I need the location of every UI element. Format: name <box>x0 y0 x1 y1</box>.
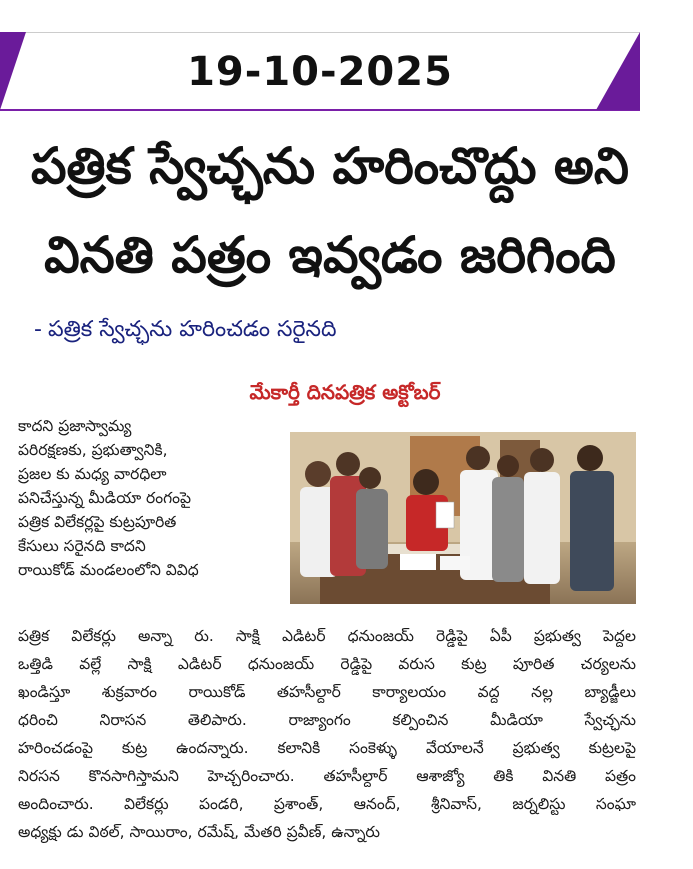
article-line: పనిచేస్తున్న మీడియా రంగంపై <box>18 489 192 507</box>
article-left-column <box>18 414 274 582</box>
article-line: ప్రజల కు మధ్య వారధిలా <box>18 465 167 483</box>
article-line: రాయికోడ్ మండలంలోని వివిధ <box>18 561 199 579</box>
subheadline-text: పత్రిక స్వేచ్ఛను హరించడం సరైనది <box>47 317 337 342</box>
article-line: ఒత్తిడి వల్లే సాక్షి ఎడిటర్ ధనుంజయ్ రెడ్డిపై వరుస కుట్ర పూరిత చర్యలను <box>18 655 636 673</box>
article-line: ధరించి నిరాసన తెలిపారు. రాజ్యాంగం కల్పించిన మీడియా స్వేచ్ఛను <box>18 711 636 729</box>
article-line: అందించారు. విలేకర్లు పండరి, ప్రశాంత్, ఆనంద్, శ్రీనివాస్, జర్నలిస్టు సంఘా <box>18 795 636 813</box>
group-photo-icon <box>290 432 636 604</box>
article-line: పరిరక్షణకు, ప్రభుత్వానికి, <box>18 441 168 459</box>
headline-line-1: పత్రిక స్వేచ్ఛను హరించొద్దు అని <box>30 137 630 195</box>
article-line: నిరసన కొనసాగిస్తామని హెచ్చరించారు. తహసీల్దార్ ఆశాజ్యో తికి వినతి పత్రం <box>18 767 636 785</box>
article-line: హరించడంపై కుట్ర ఉందన్నారు. కలానికి సంకెళ్ళు వేయాలనే ప్రభుత్వ కుట్రలపై <box>18 739 636 757</box>
article-line: ఖండిస్తూ శుక్రవారం రాయికోడ్ తహసీల్దార్ కార్యాలయం వద్ద నల్ల బ్యాడ్జీలు <box>18 683 636 701</box>
article-body <box>18 622 636 846</box>
byline: మేకార్తీ దినపత్రిక అక్టోబర్ <box>249 380 441 404</box>
article-line: అధ్యక్షు డు విఠల్, సాయిరాం, రమేష్, మేతరి ప్రవీణ్, ఉన్నారు <box>18 823 380 841</box>
article-line: కాదని ప్రజాస్వామ్య <box>18 417 132 435</box>
subheadline-dash: - <box>34 317 42 342</box>
group-photo <box>290 432 636 604</box>
subheadline <box>34 316 337 344</box>
article-line: కేసులు సరైనది కాదని <box>18 537 146 555</box>
article-line: పత్రిక విలేకర్లపై కుట్రపూరిత <box>18 513 177 531</box>
article-line: పత్రిక విలేకర్లు అన్నా రు. సాక్షి ఎడిటర్ ధనుంజయ్ రెడ్డిపై ఏపీ ప్రభుత్వ పెద్దల <box>18 627 636 645</box>
publication-date: 19-10-2025 <box>187 49 453 95</box>
headline-line-2: వినతి పత్రం ఇవ్వడం జరిగింది <box>44 226 616 284</box>
